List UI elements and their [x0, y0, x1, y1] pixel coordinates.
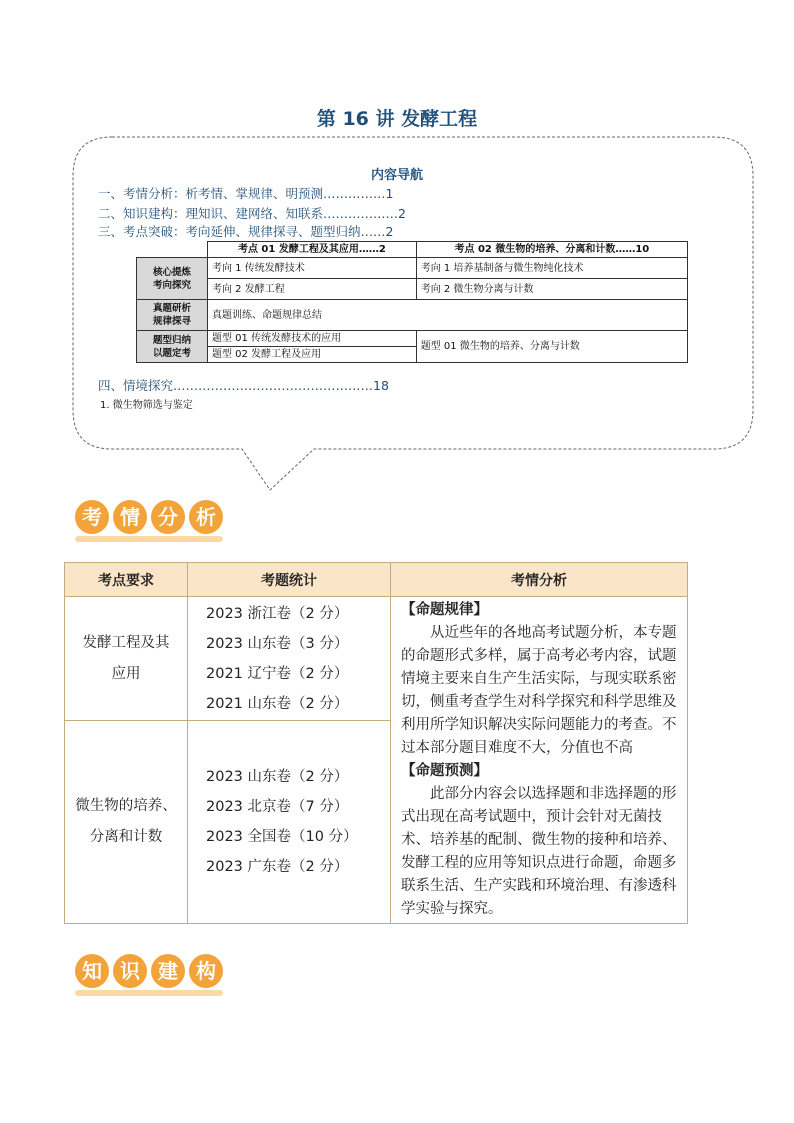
- nav-line-3[interactable]: [98, 222, 393, 240]
- stat-item: 2023 山东卷（2 分）: [206, 769, 349, 786]
- stat-item: 2021 辽宁卷（2 分）: [206, 665, 349, 682]
- nav-line-2-text: 二、知识建构：理知识、建网络、知联系………………: [98, 206, 399, 221]
- analysis-header-stats: 考题统计: [188, 563, 391, 597]
- page-title: 第 16 讲 发酵工程: [316, 108, 478, 130]
- stat-item: 2023 广东卷（2 分）: [206, 859, 349, 876]
- nav-line-4-text: 四、情境探究…………………………………………: [98, 378, 374, 393]
- nav-line-2-page: 2: [398, 206, 406, 221]
- analysis-table: [64, 562, 688, 924]
- nav-row3-c2[interactable]: 题型 01 微生物的培养、分离与计数: [416, 331, 687, 363]
- predict-heading: 【命题预测】: [401, 763, 488, 779]
- nav-line-3-text: 三、考点突破：考向延伸、规律探寻、题型归纳……: [98, 224, 386, 239]
- banner2-char-3: 建: [151, 954, 185, 988]
- stat-item: 2023 北京卷（7 分）: [206, 799, 349, 816]
- nav-line-4[interactable]: [98, 376, 389, 394]
- stats-cell-2: [188, 721, 391, 924]
- rule-text: 从近些年的各地高考试题分析，本专题的命题形式多样，属于高考必考内容，试题情境主要来自生产生活实际，与现实联系密切，侧重考查学生对科学探究和科学思维及利用所学知识解决实际问题能力的考查。不过本部分题目难度不大，分值也不高: [401, 625, 677, 756]
- nav-row1b-c2[interactable]: 考向 2 微生物分离与计数: [416, 279, 687, 300]
- nav-col1-head: 考点 01 发酵工程及其应用……2: [208, 242, 417, 258]
- nav-row1-side: 核心提炼 考向探究: [137, 258, 208, 300]
- nav-line-4-page: 18: [373, 378, 389, 393]
- nav-col2-head: 考点 02 微生物的培养、分离和计数……10: [416, 242, 687, 258]
- stat-item: 2023 全国卷（10 分）: [206, 829, 358, 846]
- requirement-2: 微生物的培养、 分离和计数: [65, 721, 188, 924]
- banner-char-4: 析: [189, 500, 223, 534]
- banner-char-1: 考: [75, 500, 109, 534]
- nav-line-2[interactable]: [98, 204, 406, 222]
- nav-row3b-c1[interactable]: 题型 02 发酵工程及应用: [208, 347, 417, 363]
- nav-outline-table: [136, 241, 688, 363]
- nav-row1a-c1[interactable]: 考向 1 传统发酵技术: [208, 258, 417, 279]
- nav-sub-item[interactable]: 1. 微生物筛选与鉴定: [100, 400, 193, 411]
- nav-line-1[interactable]: [98, 184, 393, 202]
- nav-line-1-page: 1: [385, 186, 394, 201]
- analysis-header-req: 考点要求: [65, 563, 188, 597]
- banner-char-3: 分: [151, 500, 185, 534]
- nav-row1a-c2[interactable]: 考向 1 培养基制备与微生物纯化技术: [416, 258, 687, 279]
- stat-item: 2023 浙江卷（2 分）: [206, 605, 349, 622]
- analysis-header-analysis: 考情分析: [391, 563, 688, 597]
- section-banner-kaoqing: [75, 500, 225, 544]
- nav-row3-side: 题型归纳 以题定考: [137, 331, 208, 363]
- stat-item: 2021 山东卷（2 分）: [206, 695, 349, 712]
- nav-row2-side: 真题研析 规律探寻: [137, 300, 208, 331]
- banner2-char-4: 构: [189, 954, 223, 988]
- nav-row2-c[interactable]: 真题训练、命题规律总结: [208, 300, 688, 331]
- banner2-char-2: 识: [113, 954, 147, 988]
- nav-line-3-page: 2: [385, 224, 394, 239]
- requirement-1: 发酵工程及其 应用: [65, 597, 188, 721]
- stat-item: 2023 山东卷（3 分）: [206, 635, 349, 652]
- rule-heading: 【命题规律】: [401, 602, 488, 618]
- nav-row3a-c1[interactable]: 题型 01 传统发酵技术的应用: [208, 331, 417, 347]
- section-banner-zhishi: [75, 954, 225, 998]
- predict-text: 此部分内容会以选择题和非选择题的形式出现在高考试题中，预计会针对无菌技术、培养基的配制、微生物的接种和培养、发酵工程的应用等知识点进行命题，命题多联系生活、生产实践和环境治理、有渗透科学实验与探究。: [401, 786, 677, 917]
- banner-char-2: 情: [113, 500, 147, 534]
- analysis-cell: [391, 597, 688, 924]
- nav-heading: 内容导航: [370, 168, 423, 183]
- nav-line-1-text: 一、考情分析：析考情、掌规律、明预测……………: [98, 186, 386, 201]
- stats-cell-1: [188, 597, 391, 721]
- banner2-char-1: 知: [75, 954, 109, 988]
- nav-row1b-c1[interactable]: 考向 2 发酵工程: [208, 279, 417, 300]
